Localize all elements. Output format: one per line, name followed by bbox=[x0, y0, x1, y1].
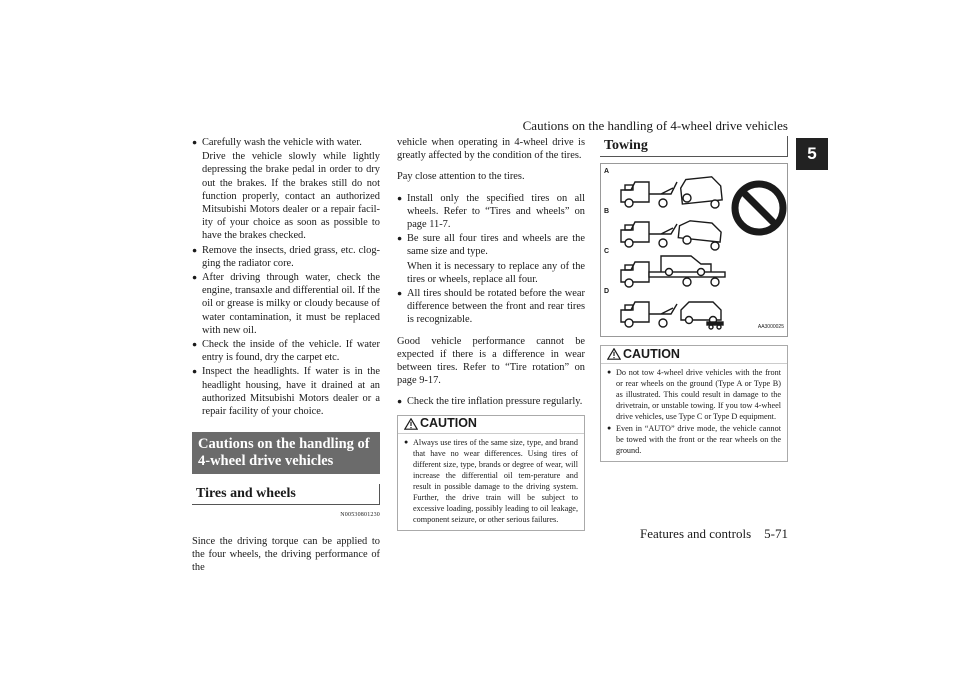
caution-header bbox=[398, 416, 584, 434]
caution-box bbox=[600, 345, 788, 462]
prohibition-icon bbox=[735, 184, 783, 232]
caution-header bbox=[601, 346, 787, 364]
subsection-title: Towing bbox=[600, 136, 788, 157]
list-item: ● All tires should be rotated before the wear difference between the front and rear tires is recognizable. bbox=[397, 287, 585, 327]
column-2 bbox=[397, 136, 585, 531]
list-item: ● Check the inside of the vehicle. If water entry is found, dry the carpet etc. bbox=[192, 338, 380, 364]
list-item: ● Carefully wash the vehicle with water. bbox=[192, 136, 380, 149]
caution-item: ● Always use tires of the same size, type, and brand that have no wear differences. Using tires of different size, type, brands or degree of wear, will increase the differential oil tem-perature and result in possible damage to the driving system. Further, the drive train will be subject to excessive loading, possibly leading to oil leakage, component seizure, or other serious failures. bbox=[404, 437, 578, 525]
towing-types-illustration bbox=[601, 164, 787, 336]
caution-label: CAUTION bbox=[623, 346, 680, 361]
figure-label-d: D bbox=[604, 288, 610, 296]
tow-type-b bbox=[621, 220, 722, 250]
tow-type-a bbox=[621, 176, 722, 208]
list-item: ● Check the tire inflation pressure regularly. bbox=[397, 395, 585, 408]
caution-item: ● Do not tow 4-wheel drive vehicles with the front or rear wheels on the ground (Type A or Type B) as illustrated. This could result in damage to the drivetrain, or unstable towing. If you tow 4-wheel drive vehicles, use Type C or Type D equipment. bbox=[607, 367, 781, 422]
page-footer: Features and controls 5-71 bbox=[639, 526, 788, 541]
document-code: N00530801230 bbox=[340, 512, 380, 519]
caution-label: CAUTION bbox=[420, 416, 477, 431]
figure-code: AA3000025 bbox=[757, 324, 784, 330]
figure-label-c: C bbox=[604, 248, 610, 256]
figure-label-b: B bbox=[604, 208, 610, 216]
column-1 bbox=[192, 136, 380, 582]
caution-box bbox=[397, 415, 585, 531]
subsection-title: Tires and wheels bbox=[192, 484, 380, 505]
section-title: Cautions on the handling of 4-wheel drive vehicles bbox=[192, 432, 380, 474]
column-3 bbox=[600, 136, 788, 462]
paragraph: Good vehicle performance cannot be expected if there is a difference in wear between tires. Refer to “Tire rotation” on page 9-17. bbox=[397, 335, 585, 387]
list-item-detail: When it is necessary to replace any of the tires or wheels, replace all four. bbox=[407, 260, 585, 285]
list-item: ● After driving through water, check the engine, transaxle and differential oil. If the oil or grease is milky or cloudy because of water contamination, it must be replaced with new oil. bbox=[192, 271, 380, 337]
running-header: Cautions on the handling of 4-wheel drive vehicles bbox=[522, 118, 788, 133]
figure-label-a: A bbox=[604, 168, 610, 176]
warning-triangle-icon bbox=[607, 348, 621, 360]
list-item: ● Remove the insects, dried grass, etc. clog-ging the radiator core. bbox=[192, 244, 380, 270]
chapter-tab: 5 bbox=[796, 138, 828, 170]
paragraph: Pay close attention to the tires. bbox=[397, 171, 525, 183]
tow-type-c bbox=[621, 256, 725, 287]
paragraph: Since the driving torque can be applied to the four wheels, the driving performance of the bbox=[192, 535, 380, 574]
tow-type-d bbox=[621, 302, 723, 329]
list-item: ● Be sure all four tires and wheels are the same size and type. bbox=[397, 232, 585, 258]
list-item: ● Install only the specified tires on all wheels. Refer to “Tires and wheels” on page 11-7. bbox=[397, 192, 585, 232]
list-item-detail: Drive the vehicle slowly while lightly depressing the brake pedal in order to dry out the brakes. If the brakes still do not function properly, contact an authorized Mitsubishi Motors dealer or a repair facil-ity of your choice as soon as possible to have the brakes checked. bbox=[202, 151, 380, 242]
caution-item: ● Even in “AUTO” drive mode, the vehicle cannot be towed with the front or the rear wheels on the ground. bbox=[607, 423, 781, 456]
towing-figure bbox=[600, 163, 788, 337]
paragraph: vehicle when operating in 4-wheel drive is greatly affected by the condition of the tires. bbox=[397, 137, 585, 162]
list-item: ● Inspect the headlights. If water is in the headlight housing, have it drained at an authorized Mitsubishi Motors dealer or a repair facility of your choice. bbox=[192, 365, 380, 418]
warning-triangle-icon bbox=[404, 418, 418, 430]
